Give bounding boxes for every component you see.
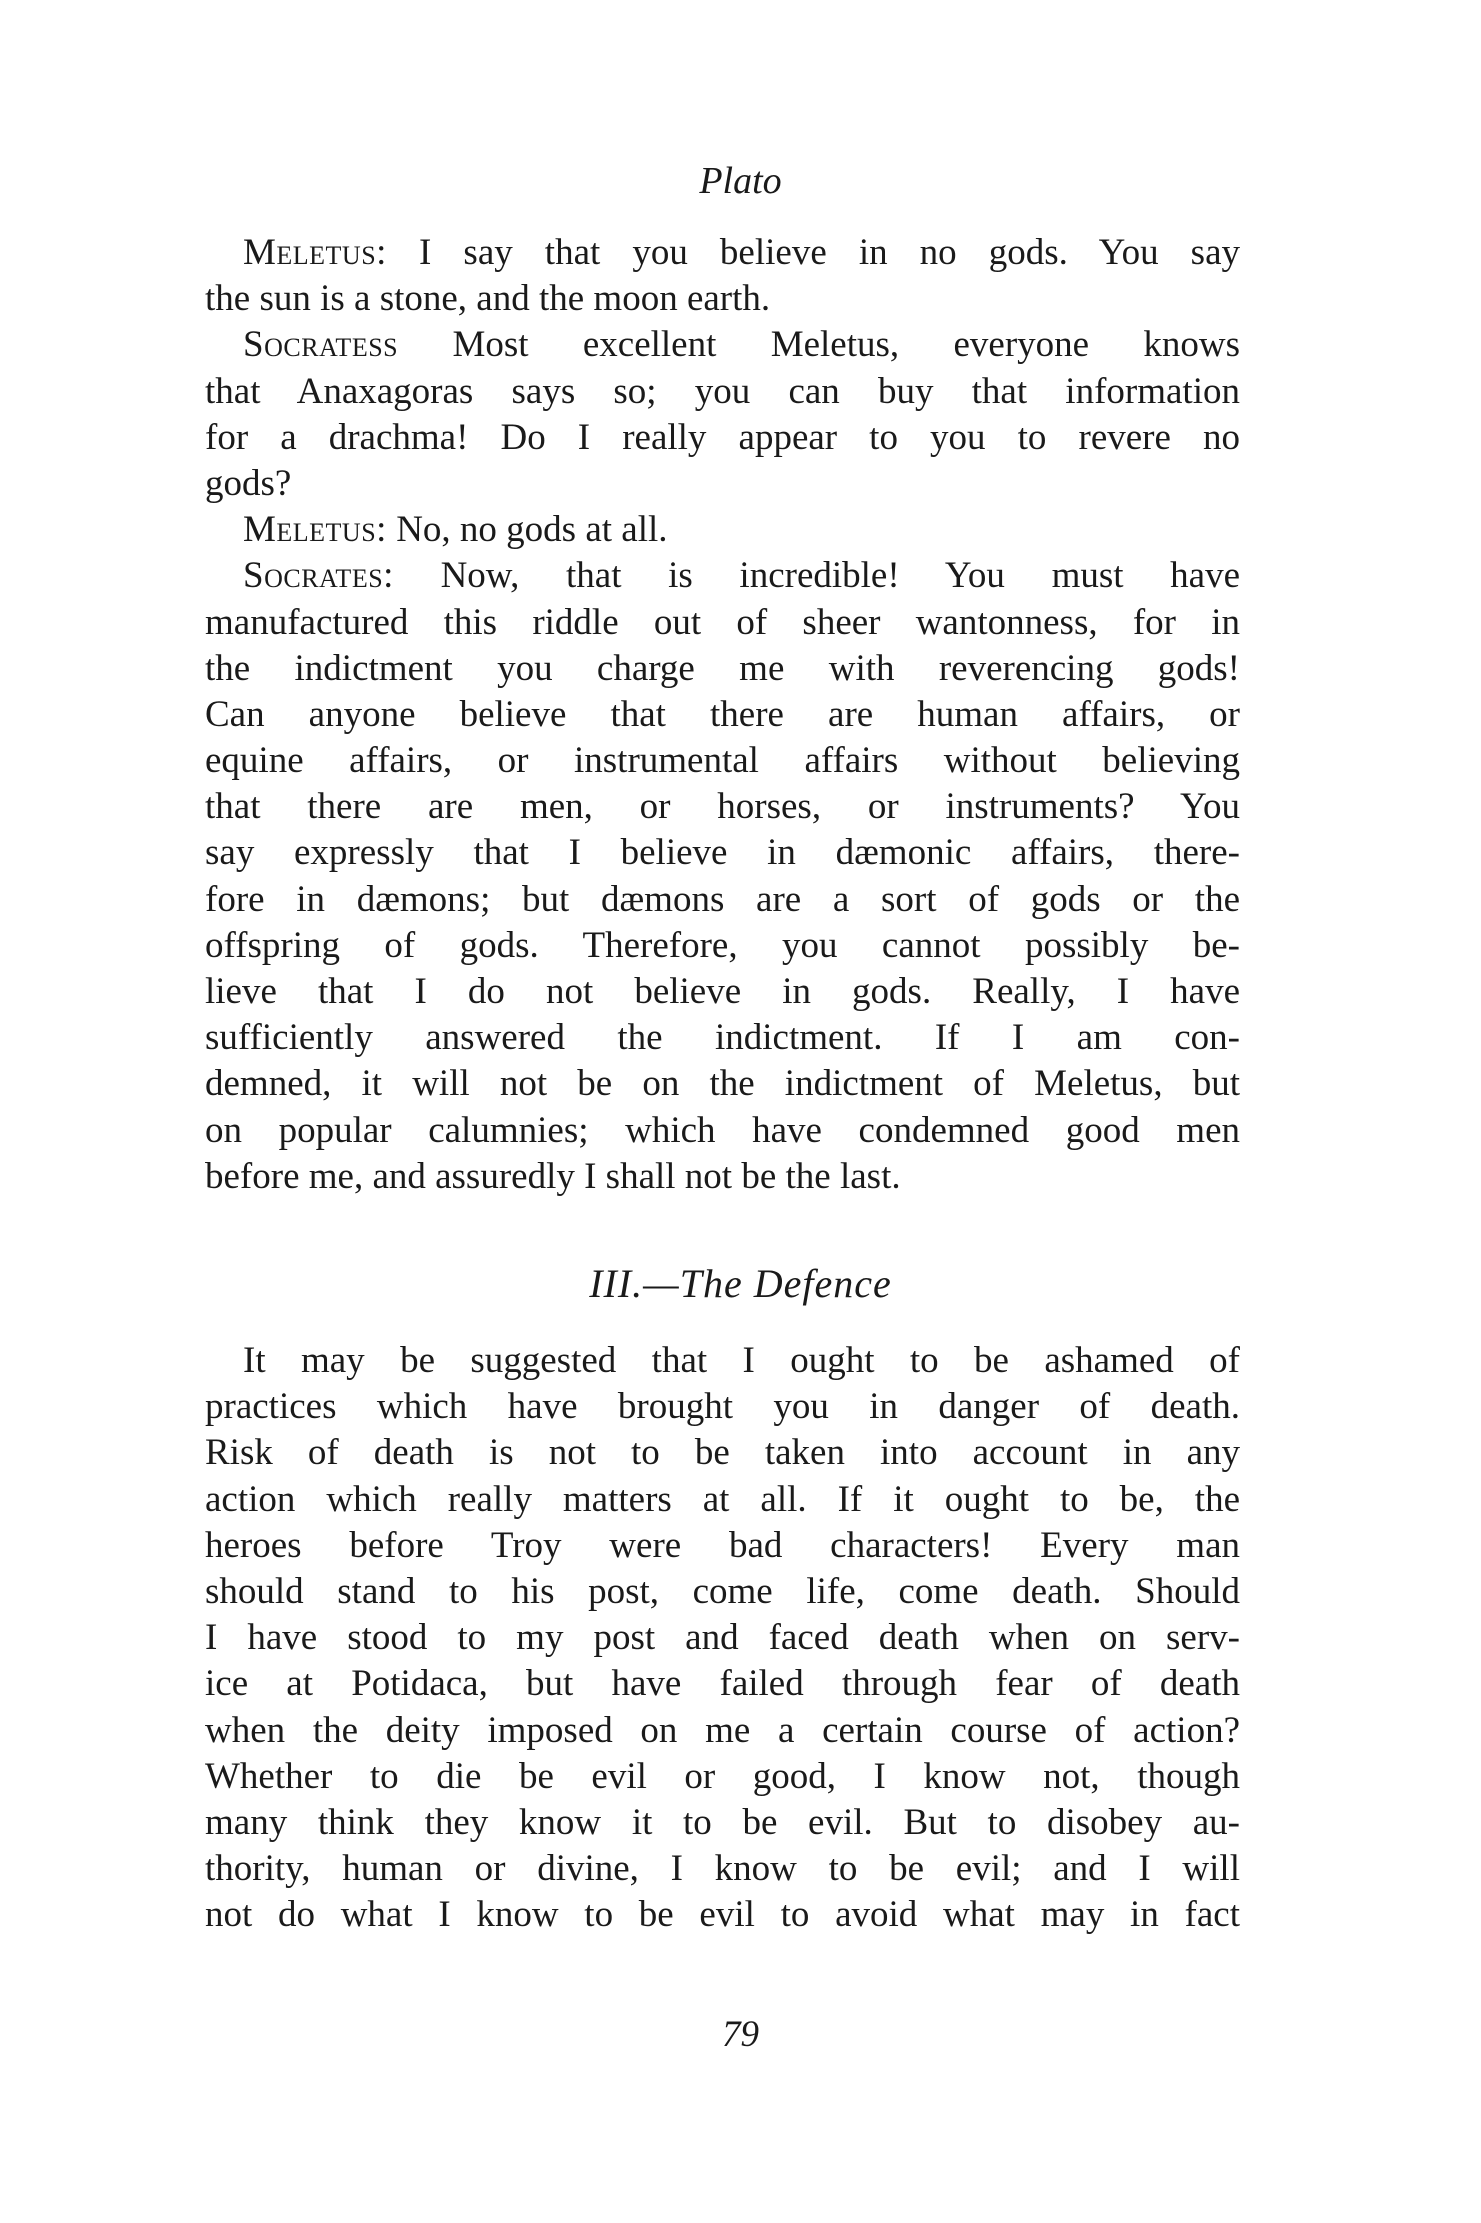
speaker-label: Meletus: bbox=[243, 509, 387, 551]
text-line: demned, it will not be on the indictment of Meletus, but bbox=[205, 1063, 1240, 1105]
text-line: thority, human or divine, I know to be evil; and I will bbox=[205, 1848, 1240, 1890]
text-line: manufactured this riddle out of sheer wantonness, for in bbox=[205, 601, 1240, 643]
dialogue-block bbox=[205, 230, 1240, 1200]
text-line: practices which have brought you in danger of death. bbox=[205, 1386, 1240, 1428]
speaker-label: Socrates: bbox=[243, 555, 394, 597]
section-heading: III.—The Defence bbox=[589, 1261, 892, 1306]
speaker-label: Socratess bbox=[243, 324, 399, 366]
text-line: the indictment you charge me with reverencing gods! bbox=[205, 647, 1240, 689]
text-line: for a drachma! Do I really appear to you to revere no bbox=[205, 416, 1240, 458]
text-line: that Anaxagoras says so; you can buy that information bbox=[205, 370, 1240, 412]
text-line: heroes before Troy were bad characters! Every man bbox=[205, 1524, 1240, 1566]
text-line: offspring of gods. Therefore, you cannot possibly be- bbox=[205, 924, 1240, 966]
text-line: Meletus: I say that you believe in no gods. You say bbox=[243, 232, 1240, 273]
speaker-label: Meletus: bbox=[243, 232, 387, 273]
defence-paragraph bbox=[205, 1338, 1240, 1938]
text-line: gods? bbox=[205, 462, 292, 504]
text-line: when the deity imposed on me a certain course of action? bbox=[205, 1709, 1240, 1751]
text-line: Whether to die be evil or good, I know not, though bbox=[205, 1755, 1240, 1797]
text-line: ice at Potidaca, but have failed through fear of death bbox=[205, 1663, 1240, 1705]
text-line: not do what I know to be evil to avoid what may in fact bbox=[205, 1894, 1240, 1936]
text-line: that there are men, or horses, or instruments? You bbox=[205, 786, 1240, 828]
page-number: 79 bbox=[722, 2014, 759, 2055]
text-line: It may be suggested that I ought to be ashamed of bbox=[243, 1340, 1240, 1381]
text-line: lieve that I do not believe in gods. Really, I have bbox=[205, 971, 1240, 1012]
text-line: action which really matters at all. If it ought to be, the bbox=[205, 1478, 1240, 1520]
text-line: Meletus: No, no gods at all. bbox=[243, 509, 668, 551]
text-line: the sun is a stone, and the moon earth. bbox=[205, 278, 771, 320]
text-line: many think they know it to be evil. But to disobey au- bbox=[205, 1801, 1240, 1843]
text-line: fore in dæmons; but dæmons are a sort of gods or the bbox=[205, 878, 1240, 920]
text-line: before me, and assuredly I shall not be the last. bbox=[205, 1155, 901, 1197]
text-line: Risk of death is not to be taken into account in any bbox=[205, 1432, 1240, 1474]
text-line: Socrates: Now, that is incredible! You must have bbox=[243, 555, 1240, 597]
text-line: say expressly that I believe in dæmonic affairs, there- bbox=[205, 832, 1240, 874]
text-line: Can anyone believe that there are human affairs, or bbox=[205, 693, 1240, 735]
text-line: Socratess Most excellent Meletus, everyone knows bbox=[243, 324, 1240, 366]
text-line: equine affairs, or instrumental affairs without believing bbox=[205, 740, 1240, 782]
running-head: Plato bbox=[699, 160, 782, 202]
text-line: sufficiently answered the indictment. If I am con- bbox=[205, 1017, 1240, 1059]
text-line: I have stood to my post and faced death when on serv- bbox=[205, 1617, 1240, 1659]
text-line: should stand to his post, come life, come death. Should bbox=[205, 1570, 1240, 1612]
text-line: on popular calumnies; which have condemned good men bbox=[205, 1109, 1240, 1151]
